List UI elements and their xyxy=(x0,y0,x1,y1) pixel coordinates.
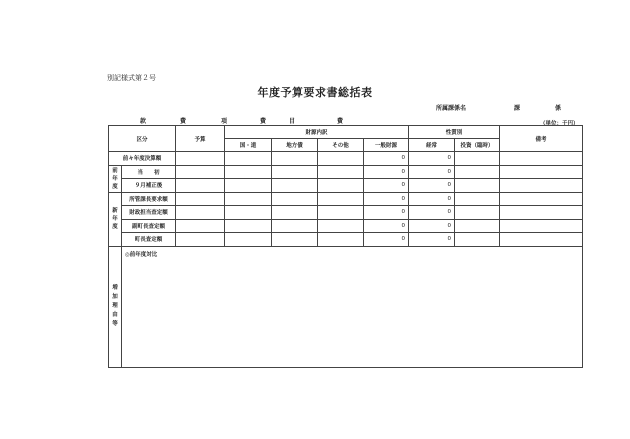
cell-sonota[interactable] xyxy=(318,192,364,206)
cell-sonota[interactable] xyxy=(318,165,364,179)
cell-bikou[interactable] xyxy=(500,219,583,233)
table-row xyxy=(109,165,583,179)
page-title: 年度予算要求書総括表 xyxy=(257,86,373,99)
row-label: 副町長査定額 xyxy=(122,219,176,233)
col-yosan: 予算 xyxy=(176,126,225,152)
cell-ippan: 0 xyxy=(364,165,409,179)
cell-toushi[interactable] xyxy=(455,192,500,206)
cell-sonota[interactable] xyxy=(318,233,364,247)
cell-chihousai[interactable] xyxy=(272,165,318,179)
table-row xyxy=(109,233,583,247)
table-row xyxy=(109,152,583,166)
table-row xyxy=(109,219,583,233)
cell-chihousai[interactable] xyxy=(272,206,318,220)
cell-toushi[interactable] xyxy=(455,206,500,220)
cell-bikou[interactable] xyxy=(500,152,583,166)
cell-toushi[interactable] xyxy=(455,179,500,193)
unit-label: （単位：千円） xyxy=(540,121,579,127)
cell-kuni[interactable] xyxy=(225,165,272,179)
row-label: 前々年度決算額 xyxy=(109,152,176,166)
cell-sonota[interactable] xyxy=(318,206,364,220)
cell-sonota[interactable] xyxy=(318,152,364,166)
dept-label: 所属課係名 xyxy=(436,105,467,112)
cell-yosan[interactable] xyxy=(176,165,225,179)
table-row xyxy=(109,179,583,193)
cell-ippan: 0 xyxy=(364,219,409,233)
cell-keijou: 0 xyxy=(409,165,455,179)
cell-bikou[interactable] xyxy=(500,165,583,179)
cell-yosan[interactable] xyxy=(176,206,225,220)
cell-bikou[interactable] xyxy=(500,179,583,193)
cell-bikou[interactable] xyxy=(500,192,583,206)
cell-sonota[interactable] xyxy=(318,219,364,233)
cell-keijou: 0 xyxy=(409,206,455,220)
reason-content[interactable] xyxy=(122,246,583,367)
cell-yosan[interactable] xyxy=(176,152,225,166)
group-shin-text: 新 年 度 xyxy=(112,208,118,230)
reason-label xyxy=(109,246,122,367)
cell-bikou[interactable] xyxy=(500,206,583,220)
kakari-label: 係 xyxy=(555,105,562,112)
ka-label: 課 xyxy=(514,105,521,112)
cell-yosan[interactable] xyxy=(176,179,225,193)
kou-label-2: 項 xyxy=(221,118,228,125)
table-row xyxy=(109,206,583,220)
col-seishitsu: 性質別 xyxy=(409,126,500,139)
table-row xyxy=(109,192,583,206)
group-label-zen xyxy=(109,165,122,192)
col-sonota: その他 xyxy=(318,139,364,152)
reason-row xyxy=(109,246,583,367)
group-label-shin xyxy=(109,192,122,246)
cell-toushi[interactable] xyxy=(455,219,500,233)
cell-kuni[interactable] xyxy=(225,219,272,233)
cell-toushi[interactable] xyxy=(455,165,500,179)
cell-chihousai[interactable] xyxy=(272,233,318,247)
cell-keijou: 0 xyxy=(409,219,455,233)
cell-chihousai[interactable] xyxy=(272,219,318,233)
cell-ippan: 0 xyxy=(364,233,409,247)
cell-ippan: 0 xyxy=(364,206,409,220)
cell-sonota[interactable] xyxy=(318,179,364,193)
row-label: ９月補正後 xyxy=(122,179,176,193)
row-label: 財政担当査定額 xyxy=(122,206,176,220)
cell-kuni[interactable] xyxy=(225,179,272,193)
cell-ippan: 0 xyxy=(364,152,409,166)
cell-kuni[interactable] xyxy=(225,206,272,220)
cell-toushi[interactable] xyxy=(455,152,500,166)
cell-keijou: 0 xyxy=(409,233,455,247)
cell-yosan[interactable] xyxy=(176,219,225,233)
moku-label-2: 目 xyxy=(289,118,296,125)
row-label: 当 初 xyxy=(122,165,176,179)
cell-yosan[interactable] xyxy=(176,233,225,247)
kou-label-1: 費 xyxy=(180,118,187,125)
setsu-label: 費 xyxy=(337,118,344,125)
col-ippan: 一般財源 xyxy=(364,139,409,152)
row-label: 町長査定額 xyxy=(122,233,176,247)
col-chihousai: 地方債 xyxy=(272,139,318,152)
cell-chihousai[interactable] xyxy=(272,152,318,166)
cell-toushi[interactable] xyxy=(455,233,500,247)
row-label: 所管課長要求額 xyxy=(122,192,176,206)
cell-ippan: 0 xyxy=(364,192,409,206)
header-row-1 xyxy=(109,126,583,139)
col-kuni: 国・道 xyxy=(225,139,272,152)
col-kubun: 区分 xyxy=(109,126,176,152)
cell-ippan: 0 xyxy=(364,179,409,193)
reason-label-text: 増 加 理 由 等 xyxy=(112,285,118,327)
cell-bikou[interactable] xyxy=(500,233,583,247)
cell-keijou: 0 xyxy=(409,179,455,193)
reason-note: ◎前年度対比 xyxy=(125,251,158,258)
cell-yosan[interactable] xyxy=(176,192,225,206)
kan-label: 款 xyxy=(140,118,147,125)
cell-kuni[interactable] xyxy=(225,192,272,206)
cell-kuni[interactable] xyxy=(225,233,272,247)
col-toushi: 投資（臨時） xyxy=(455,139,500,152)
cell-kuni[interactable] xyxy=(225,152,272,166)
col-keijou: 経常 xyxy=(409,139,455,152)
group-zen-text: 前 年 度 xyxy=(112,167,118,190)
col-bikou: 備考 xyxy=(500,126,583,152)
cell-chihousai[interactable] xyxy=(272,179,318,193)
cell-chihousai[interactable] xyxy=(272,192,318,206)
col-zaigen: 財源内訳 xyxy=(225,126,409,139)
cell-keijou: 0 xyxy=(409,152,455,166)
cell-keijou: 0 xyxy=(409,192,455,206)
form-number: 別記様式第２号 xyxy=(107,74,156,82)
moku-label-1: 費 xyxy=(260,118,267,125)
budget-summary-table xyxy=(108,125,583,368)
